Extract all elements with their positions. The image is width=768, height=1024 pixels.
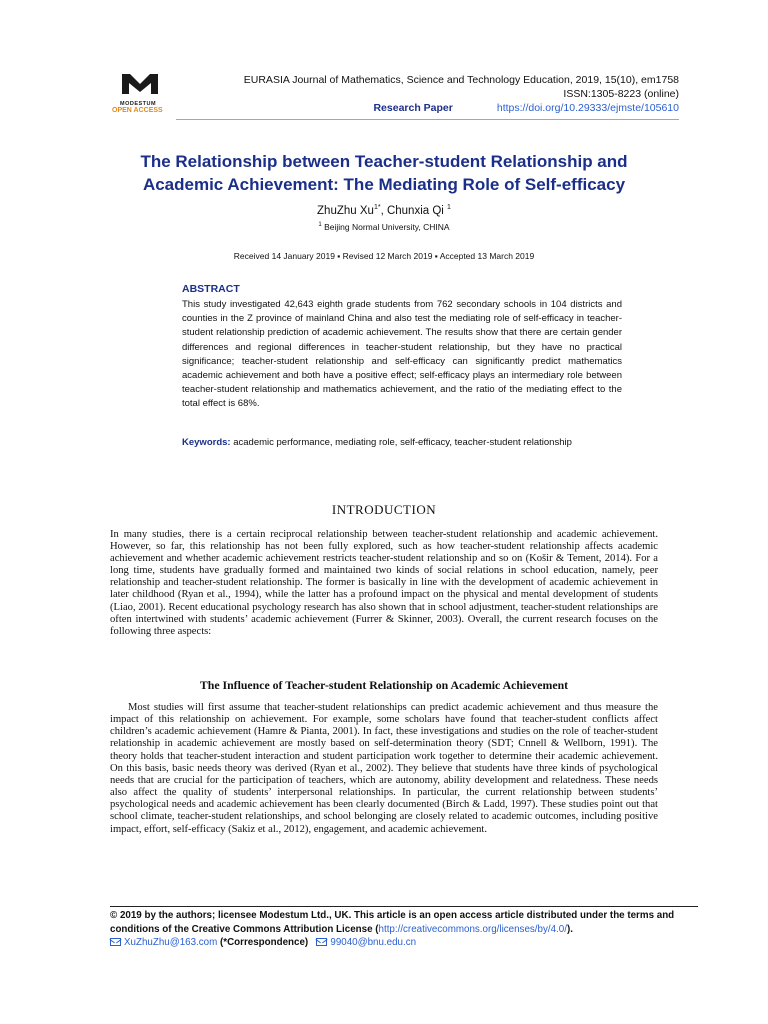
author-name: Chunxia Qi: [386, 204, 444, 217]
paper-type: Research Paper: [373, 102, 453, 114]
journal-citation: EURASIA Journal of Mathematics, Science and Technology Education, 2019, 15(10), em1758: [243, 74, 679, 86]
license-end: ).: [566, 923, 573, 935]
keywords-text: academic performance, mediating role, self-efficacy, teacher-student relationship: [233, 437, 572, 448]
license-text: This article is an open access article distributed under the terms and conditions of the Creative Commons Attribution License (: [110, 910, 675, 935]
affiliation-text: Beijing Normal University, CHINA: [324, 222, 450, 232]
keywords: [182, 436, 622, 450]
section-paragraph: Most studies will first assume that teacher-student relationships can predict academic achievement and thus measure the impact of this relationship on achievement. For example, some scholars have found that teacher-student conflicts affect children’s academic achievement (Hamre & Pianta, 2001). In fact, these investigations and studies on the role of teacher-student relationship in academic achievement are mostly based on self-determination theory (SDT; Cnnell & Wellborn, 1991). The theory holds that teacher-student interaction and student participation work together to determine their academic achievement. On this basis, basic needs theory was derived (Ryan et al., 2002). They believe that students have three kinds of psychological needs that are crucial for the participation of teachers, which are autonomy, ability development and relatedness. These needs also affect the quality of students’ interpersonal relationships. In particular, the current relationship between students’ psychological needs and academic achievement has been clearly documented (Birch & Ladd, 1997). These studies point out that school climate, teacher-student relationships, and school belonging are closely related to academic outcomes, including positive impact, effort, self-efficacy (Sakiz et al., 2012), engagement, and academic achievement.: [110, 702, 658, 835]
copyright: © 2019 by the authors; licensee Modestum Ltd., UK.: [110, 910, 352, 921]
publisher-logo: [112, 70, 176, 114]
introduction-paragraph: In many studies, there is a certain reciprocal relationship between teacher-student relationship and academic achievement. However, so far, this relationship has not been fully explored, such as how teacher-student relationship affects academic achievement and whether academic achievement restricts teacher-student relationship and so on (Košir & Tement, 2014). For a long time, students have gradually formed and maintained two kinds of social relations in school education, namely, peer relationship and teacher-student relationship. The former is basically in line with the development of academic achievement in later childhood (Ryan et al., 1994), while the latter has a profound impact on the physical and mental development of students (Liao, 2001). Recent educational psychology research has also shown that in school adjustment, teacher-student relationships are often intertwined with students’ academic achievement (Furrer & Skinner, 2003). Overall, the current research focuses on the following three aspects:: [110, 529, 658, 637]
submission-dates: Received 14 January 2019 ▪ Revised 12 March 2019 ▪ Accepted 13 March 2019: [233, 251, 535, 261]
authors: [100, 204, 668, 217]
author-name: ZhuZhu Xu: [317, 204, 374, 217]
mail-icon: [110, 938, 121, 946]
modestum-logo-icon: [120, 70, 160, 96]
footer-divider: [110, 906, 698, 907]
title-line-2: Academic Achievement: The Mediating Role of Self-efficacy: [142, 175, 626, 194]
affiliation-superscript: 1: [318, 222, 322, 229]
keywords-label: Keywords:: [182, 437, 231, 448]
email-link[interactable]: 99040@bnu.edu.cn: [330, 937, 417, 948]
correspondence-label: (*Correspondence): [217, 937, 309, 948]
contact-line: [110, 936, 698, 950]
abstract-body: This study investigated 42,643 eighth grade students from 762 secondary schools in 104 districts and counties in the Z province of mainland China and also test the mediating role of self-efficacy in teacher-student relationship prediction of academic achievement. The results show that there are certain gender differences and regional differences in teacher-student relationship, but they have no practical significance; teacher-student relationship and self-efficacy can significantly predict mathematics academic achievement and both have a positive effect; self-efficacy plays an intermediary role between teacher-student relationship and mathematics achievement, and the ratio of the mediating effect to the total effect is 68%.: [182, 299, 622, 410]
title-line-1: The Relationship between Teacher-student Relationship and: [140, 152, 628, 171]
logo-name: MODESTUM: [120, 101, 157, 107]
introduction-heading: INTRODUCTION: [331, 502, 437, 517]
footer-notice: [110, 909, 698, 950]
paper-type-line: [373, 102, 679, 114]
issn: ISSN:1305-8223 (online): [563, 88, 679, 100]
email-link[interactable]: XuZhuZhu@163.com: [124, 937, 218, 948]
author-superscript: 1*: [373, 204, 381, 211]
abstract-heading: ABSTRACT: [182, 283, 240, 295]
section-heading: The Influence of Teacher-student Relationship on Academic Achievement: [199, 678, 569, 692]
article-title: [100, 150, 668, 196]
license-link[interactable]: http://creativecommons.org/licenses/by/4.0/: [378, 923, 567, 935]
author-superscript: 1: [447, 204, 451, 211]
doi-link[interactable]: https://doi.org/10.29333/ejmste/105610: [496, 102, 679, 114]
author-separator: ,: [380, 204, 387, 217]
license-notice: [110, 909, 698, 936]
open-access-label: OPEN ACCESS: [112, 107, 163, 114]
mail-icon: [316, 938, 327, 946]
header-divider: [176, 119, 679, 120]
affiliation: [100, 222, 668, 232]
